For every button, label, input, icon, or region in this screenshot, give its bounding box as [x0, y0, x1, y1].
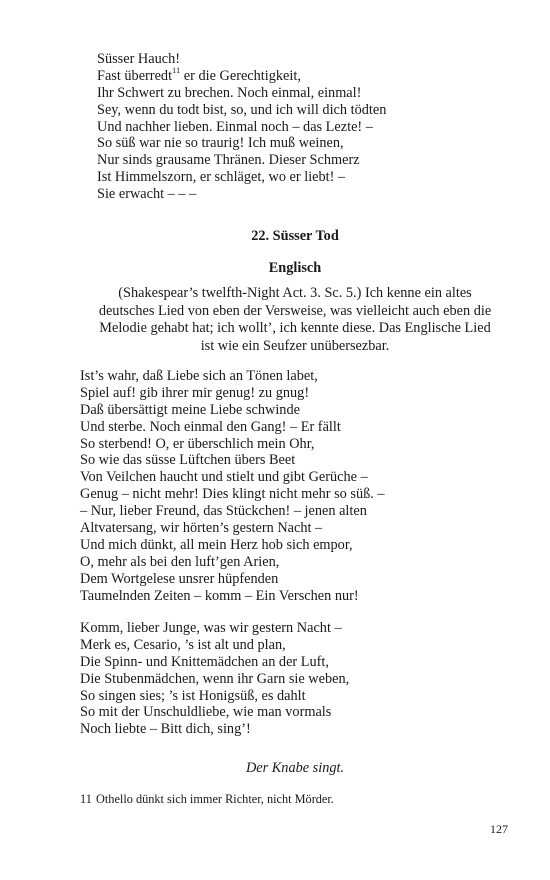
section-title: 22. Süsser Tod — [251, 228, 339, 244]
verse-line: Daß übersättigt meine Liebe schwinde — [80, 401, 300, 418]
intro-paragraph — [80, 285, 510, 355]
verse-line-start: Fast überredt — [97, 67, 173, 84]
verse-line: Dem Wortgelese unsrer hüpfenden — [80, 570, 279, 587]
verse-line: So mit der Unschuldliebe, wie man vormals — [80, 704, 332, 721]
stage-direction: Der Knabe singt. — [245, 760, 345, 776]
verse-line: Altvatersang, wir hörten’s gestern Nacht – — [80, 520, 323, 537]
verse-line: Und mich dünkt, all mein Herz hob sich empor, — [80, 536, 353, 553]
verse-line: So wie das süsse Lüftchen übers Beet — [80, 452, 296, 469]
verse-line: Genug – nicht mehr! Dies klingt nicht mehr so süß. – — [80, 486, 385, 503]
verse-line: Ihr Schwert zu brechen. Noch einmal, einmal! — [97, 84, 362, 101]
verse-line: So süß war nie so traurig! Ich muß weinen, — [97, 135, 344, 152]
page-number: 127 — [490, 822, 508, 836]
verse-line: Die Spinn- und Knittemädchen an der Luft, — [80, 653, 329, 670]
verse-line-with-footnote — [97, 65, 386, 85]
verse-line: Von Veilchen haucht und stielt und gibt Gerüche – — [80, 469, 368, 486]
intro-line: deutsches Lied von eben der Versweise, was vielleicht auch eben die — [98, 302, 492, 319]
verse-line: Die Stubenmädchen, wenn ihr Garn sie weben, — [80, 670, 350, 687]
verse-line: Nur sinds grausame Thränen. Dieser Schmerz — [97, 152, 360, 169]
footnote-number: 11 — [80, 792, 92, 806]
verse-line: Spiel auf! gib ihrer mir genug! zu gnug! — [80, 384, 310, 401]
footnote — [80, 792, 334, 807]
intro-line: (Shakespear’s twelfth-Night Act. 3. Sc. 5.) Ich kenne ein altes — [118, 285, 472, 301]
verse-line: Ist’s wahr, daß Liebe sich an Tönen labet, — [80, 368, 318, 384]
intro-line: ist wie ein Seufzer unübersezbar. — [200, 337, 390, 354]
poem-stanza-1 — [80, 368, 385, 604]
section-subtitle: Englisch — [268, 260, 322, 276]
footnote-text: Othello dünkt sich immer Richter, nicht Mörder. — [96, 792, 334, 806]
verse-line: Süsser Hauch! — [97, 51, 180, 67]
verse-line-end: er die Gerechtigkeit, — [180, 67, 301, 84]
verse-line: Sey, wenn du todt bist, so, und ich will dich tödten — [97, 101, 387, 118]
footnote-reference[interactable]: 11 — [172, 65, 181, 76]
verse-line: Und nachher lieben. Einmal noch – das Lezte! – — [97, 118, 373, 135]
verse-line: Und sterbe. Noch einmal den Gang! – Er fällt — [80, 418, 341, 435]
verse-line: – Nur, lieber Freund, das Stückchen! – jenen alten — [80, 503, 367, 520]
poem-stanza-2 — [80, 620, 349, 738]
verse-line: So singen sies; ’s ist Honigsüß, es dahlt — [80, 687, 306, 704]
verse-line: Noch liebte – Bitt dich, sing’! — [80, 721, 251, 738]
opening-verse-block — [97, 51, 386, 203]
verse-line: Merk es, Cesario, ’s ist alt und plan, — [80, 636, 286, 653]
verse-line: Ist Himmelszorn, er schläget, wo er liebt! – — [97, 169, 346, 186]
verse-line: O, mehr als bei den luft’gen Arien, — [80, 553, 280, 570]
intro-line: Melodie gehabt hat; ich wollt’, ich kennte diese. Das Englische Lied — [99, 320, 491, 336]
verse-line: Komm, lieber Junge, was wir gestern Nacht – — [80, 620, 342, 636]
verse-line: So sterbend! O, er überschlich mein Ohr, — [80, 435, 315, 452]
verse-line: Sie erwacht – – – — [97, 186, 197, 203]
verse-line: Taumelnden Zeiten – komm – Ein Verschen nur! — [80, 587, 359, 604]
